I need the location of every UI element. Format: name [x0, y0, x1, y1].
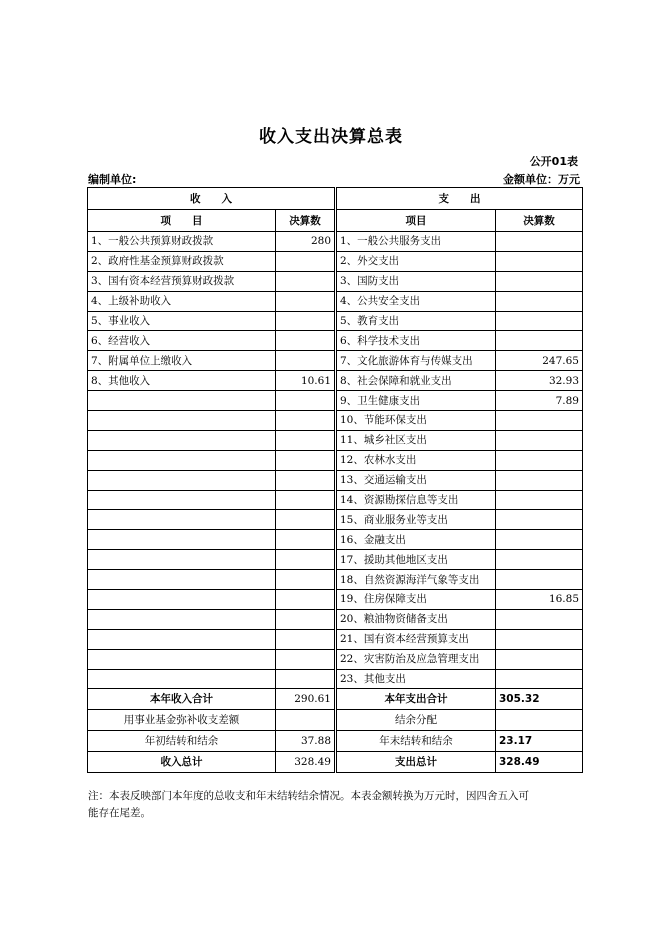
expense-value-cell — [496, 311, 583, 331]
expense-value-cell — [496, 331, 583, 351]
expense-value-cell — [496, 669, 583, 689]
income-item-cell: 3、国有资本经营预算财政拨款 — [88, 271, 276, 291]
table-row — [88, 271, 583, 291]
income-item-cell — [88, 570, 276, 590]
expense-item-cell: 20、粮油物资储备支出 — [336, 609, 496, 629]
unit-row — [88, 171, 582, 187]
expense-value-cell — [496, 232, 583, 252]
income-value-cell — [276, 649, 336, 669]
expense-item-cell: 4、公共安全支出 — [336, 291, 496, 311]
income-item-cell: 8、其他收入 — [88, 371, 276, 391]
income-value-cell — [276, 629, 336, 649]
table-row — [88, 371, 583, 391]
surplus-distribution-value — [496, 710, 583, 731]
expense-item-cell: 22、灾害防治及应急管理支出 — [336, 649, 496, 669]
income-total-value: 290.61 — [276, 689, 336, 710]
income-value-cell — [276, 590, 336, 610]
fund-value — [276, 710, 336, 731]
expense-value-cell — [496, 450, 583, 470]
expense-item-cell: 3、国防支出 — [336, 271, 496, 291]
income-item-cell — [88, 490, 276, 510]
income-item-cell — [88, 470, 276, 490]
expense-item-cell: 7、文化旅游体育与传媒支出 — [336, 351, 496, 371]
income-item-header: 项 目 — [88, 210, 276, 232]
expense-value-cell — [496, 649, 583, 669]
carryover-row — [88, 731, 583, 752]
table-row — [88, 351, 583, 371]
table-row — [88, 510, 583, 530]
expense-item-cell: 9、卫生健康支出 — [336, 391, 496, 411]
expense-item-cell: 16、金融支出 — [336, 530, 496, 550]
table-row — [88, 530, 583, 550]
table-row — [88, 251, 583, 271]
income-item-cell: 6、经营收入 — [88, 331, 276, 351]
expense-value-cell — [496, 550, 583, 570]
grand-total-row — [88, 752, 583, 773]
expense-value-cell: 32.93 — [496, 371, 583, 391]
expense-item-cell: 11、城乡社区支出 — [336, 430, 496, 450]
expense-item-cell: 5、教育支出 — [336, 311, 496, 331]
table-row — [88, 570, 583, 590]
income-value-cell — [276, 510, 336, 530]
expense-item-header: 项目 — [336, 210, 496, 232]
income-item-cell: 2、政府性基金预算财政拨款 — [88, 251, 276, 271]
expense-value-cell — [496, 291, 583, 311]
column-header-row — [88, 210, 583, 232]
expense-value-cell: 247.65 — [496, 351, 583, 371]
expense-item-cell: 17、援助其他地区支出 — [336, 550, 496, 570]
begin-carryover-value: 37.88 — [276, 731, 336, 752]
expense-value-cell — [496, 570, 583, 590]
expense-item-cell: 15、商业服务业等支出 — [336, 510, 496, 530]
income-item-cell — [88, 450, 276, 470]
expense-item-cell: 1、一般公共服务支出 — [336, 232, 496, 252]
expense-value-cell — [496, 510, 583, 530]
grand-expense-label: 支出总计 — [336, 752, 496, 773]
table-row — [88, 232, 583, 252]
income-total-label: 本年收入合计 — [88, 689, 276, 710]
income-item-cell — [88, 550, 276, 570]
income-item-cell: 4、上级补助收入 — [88, 291, 276, 311]
income-value-cell — [276, 470, 336, 490]
table-row — [88, 430, 583, 450]
table-row — [88, 470, 583, 490]
income-value-cell: 280 — [276, 232, 336, 252]
year-total-row — [88, 689, 583, 710]
expense-amount-header: 决算数 — [496, 210, 583, 232]
income-value-cell — [276, 391, 336, 411]
table-row — [88, 411, 583, 431]
income-value-cell — [276, 430, 336, 450]
table-row — [88, 609, 583, 629]
expense-value-cell: 7.89 — [496, 391, 583, 411]
note-line-2: 能存在尾差。 — [88, 807, 151, 819]
expense-item-cell: 8、社会保障和就业支出 — [336, 371, 496, 391]
income-item-cell: 5、事业收入 — [88, 311, 276, 331]
expense-item-cell: 6、科学技术支出 — [336, 331, 496, 351]
table-row — [88, 490, 583, 510]
table-row — [88, 590, 583, 610]
page-title: 收入支出决算总表 — [259, 127, 403, 147]
income-value-cell — [276, 550, 336, 570]
table-row — [88, 649, 583, 669]
expense-value-cell: 16.85 — [496, 590, 583, 610]
expense-value-cell — [496, 530, 583, 550]
income-value-cell — [276, 331, 336, 351]
expense-value-cell — [496, 629, 583, 649]
table-row — [88, 629, 583, 649]
expense-item-cell: 21、国有资本经营预算支出 — [336, 629, 496, 649]
expense-item-cell: 13、交通运输支出 — [336, 470, 496, 490]
amount-unit-label: 金额单位：万元 — [503, 173, 580, 186]
table-note — [88, 788, 582, 822]
table-row — [88, 391, 583, 411]
expense-total-label: 本年支出合计 — [336, 689, 496, 710]
expense-value-cell — [496, 251, 583, 271]
income-value-cell — [276, 291, 336, 311]
income-value-cell — [276, 669, 336, 689]
expense-item-cell: 2、外交支出 — [336, 251, 496, 271]
income-item-cell — [88, 530, 276, 550]
income-amount-header: 决算数 — [276, 210, 336, 232]
grand-income-value: 328.49 — [276, 752, 336, 773]
income-value-cell: 10.61 — [276, 371, 336, 391]
expense-item-cell: 23、其他支出 — [336, 669, 496, 689]
section-header-row — [88, 188, 583, 210]
income-value-cell — [276, 530, 336, 550]
income-item-cell — [88, 590, 276, 610]
begin-carryover-label: 年初结转和结余 — [88, 731, 276, 752]
grand-expense-value: 328.49 — [496, 752, 583, 773]
compiling-unit-label: 编制单位: — [88, 173, 137, 186]
income-value-cell — [276, 251, 336, 271]
note-line-1: 注：本表反映部门本年度的总收支和年末结转结余情况。本表金额转换为万元时，因四舍五入可 — [88, 790, 529, 802]
end-carryover-label: 年末结转和结余 — [336, 731, 496, 752]
end-carryover-value: 23.17 — [496, 731, 583, 752]
grand-income-label: 收入总计 — [88, 752, 276, 773]
expense-value-cell — [496, 470, 583, 490]
income-value-cell — [276, 570, 336, 590]
income-item-cell — [88, 510, 276, 530]
expense-item-cell: 10、节能环保支出 — [336, 411, 496, 431]
budget-table — [87, 187, 583, 773]
table-row — [88, 311, 583, 331]
table-row — [88, 331, 583, 351]
income-item-cell — [88, 649, 276, 669]
expense-value-cell — [496, 609, 583, 629]
income-item-cell — [88, 411, 276, 431]
income-item-cell: 7、附属单位上缴收入 — [88, 351, 276, 371]
expense-value-cell — [496, 411, 583, 431]
income-value-cell — [276, 411, 336, 431]
income-value-cell — [276, 450, 336, 470]
income-section-header: 收 入 — [88, 188, 336, 210]
expense-item-cell: 14、资源勘探信息等支出 — [336, 490, 496, 510]
table-row — [88, 550, 583, 570]
surplus-distribution-label: 结余分配 — [336, 710, 496, 731]
income-value-cell — [276, 609, 336, 629]
expense-item-cell: 19、住房保障支出 — [336, 590, 496, 610]
table-row — [88, 669, 583, 689]
expense-value-cell — [496, 430, 583, 450]
income-value-cell — [276, 311, 336, 331]
income-item-cell — [88, 391, 276, 411]
expense-section-header: 支 出 — [336, 188, 583, 210]
income-item-cell — [88, 669, 276, 689]
income-value-cell — [276, 351, 336, 371]
table-row — [88, 291, 583, 311]
income-value-cell — [276, 271, 336, 291]
income-item-cell — [88, 629, 276, 649]
expense-total-value: 305.32 — [496, 689, 583, 710]
table-row — [88, 450, 583, 470]
fund-label: 用事业基金弥补收支差额 — [88, 710, 276, 731]
income-item-cell — [88, 430, 276, 450]
form-number: 公开01表 — [529, 155, 578, 168]
income-item-cell: 1、一般公共预算财政拨款 — [88, 232, 276, 252]
expense-value-cell — [496, 271, 583, 291]
expense-item-cell: 12、农林水支出 — [336, 450, 496, 470]
income-value-cell — [276, 490, 336, 510]
fund-row — [88, 710, 583, 731]
income-item-cell — [88, 609, 276, 629]
expense-value-cell — [496, 490, 583, 510]
expense-item-cell: 18、自然资源海洋气象等支出 — [336, 570, 496, 590]
